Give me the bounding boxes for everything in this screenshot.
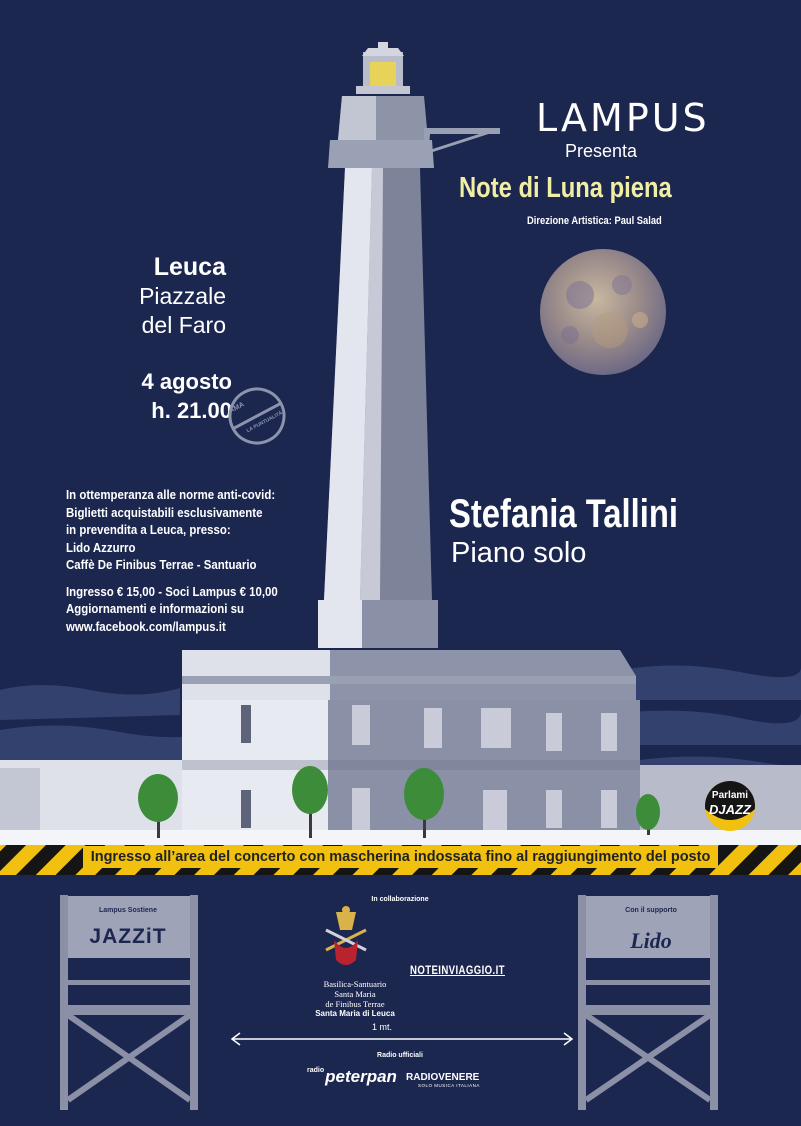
event-time: h. 21.00: [151, 398, 232, 423]
collaboration-label: In collaborazione: [371, 896, 429, 903]
radio-peterpan-name: peterpan: [325, 1067, 397, 1086]
info-line: Caffè De Finibus Terrae - Santuario: [66, 557, 257, 572]
stamp-text-top: AMA: [228, 401, 246, 415]
stamp-text-bottom: LA PUNTUALITÀ: [245, 410, 284, 435]
ticket-info: [66, 486, 278, 635]
radio-venere-tagline: SOLO MUSICA ITALIANA: [418, 1083, 480, 1088]
jazzit-logo: JAZZiT: [89, 925, 167, 948]
presents-label: Presenta: [565, 141, 638, 161]
basilica-line: Santa Maria: [334, 989, 376, 999]
info-line: Aggiornamenti e informazioni su: [66, 601, 244, 616]
info-line: in prevendita a Leuca, presso:: [66, 522, 231, 537]
basilica-credit: [290, 979, 420, 1019]
right-sign-label: Con il supporto: [625, 907, 677, 914]
brand-logo: LAMPUS: [536, 96, 710, 140]
venue-place: Piazzale: [139, 283, 226, 309]
lido-logo: Lido: [630, 928, 672, 953]
facebook-link[interactable]: www.facebook.com/lampus.it: [66, 618, 226, 634]
event-title: Note di Luna piena: [459, 172, 672, 204]
info-line: Ingresso € 15,00 - Soci Lampus € 10,00: [66, 583, 278, 599]
badge-line1: Parlami: [711, 790, 749, 801]
left-sign-label: Lampus Sostiene: [99, 907, 157, 914]
venue-block: [100, 253, 226, 340]
date-block: [100, 367, 232, 425]
radio-prefix: radio: [307, 1067, 325, 1074]
radio-label: Radio ufficiali: [377, 1052, 423, 1059]
info-line: In ottemperanza alle norme anti-covid:: [66, 487, 276, 502]
venue-city: Leuca: [153, 253, 226, 281]
basilica-line: Santa Maria di Leuca: [315, 1009, 395, 1018]
basilica-line: Basilica-Santuario: [323, 979, 387, 989]
parlami-jazz-badge: [705, 781, 755, 831]
noteinviaggio-logo: NOTEINVIAGGIO.IT: [410, 963, 505, 977]
event-date: 4 agosto: [141, 369, 232, 394]
venue-place-2: del Faro: [141, 312, 226, 338]
radio-venere-logo: RADIOVENERE: [406, 1072, 480, 1083]
performer-program: Piano solo: [451, 537, 587, 569]
artistic-direction: Direzione Artistica: Paul Salad: [527, 215, 662, 227]
radio-peterpan-logo: [307, 1067, 397, 1087]
performer-name: Stefania Tallini: [449, 492, 679, 536]
mask-notice-text: Ingresso all’area del concerto con mascherina indossata fino al raggiungimento del posto: [83, 846, 719, 868]
mask-notice: [0, 849, 801, 865]
distance-arrow: [232, 1033, 572, 1045]
papal-emblem: [326, 906, 366, 965]
distance-label: 1 mt.: [372, 1022, 393, 1032]
badge-line2: DJAZZ: [709, 802, 751, 817]
info-line: Lido Azzurro: [66, 539, 136, 555]
full-moon: [540, 249, 666, 375]
info-line: Biglietti acquistabili esclusivamente: [66, 504, 263, 520]
basilica-line: de Finibus Terrae: [325, 999, 385, 1009]
